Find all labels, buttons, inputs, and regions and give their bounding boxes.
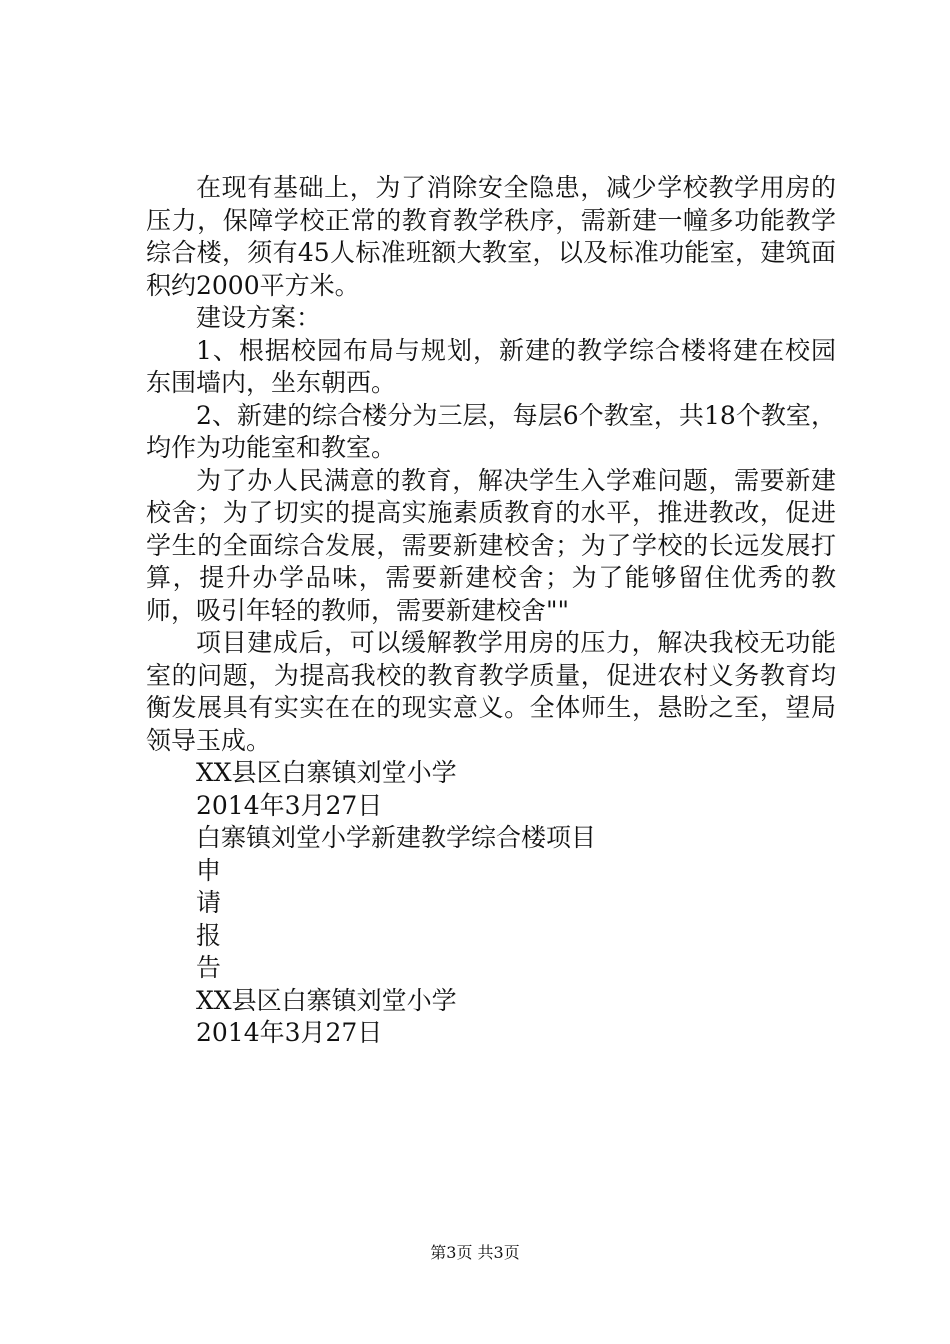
signature-school-1: XX县区白寨镇刘堂小学 <box>196 758 457 787</box>
paragraph-plan-item-1: 1、根据校园布局与规划，新建的教学综合楼将建在校园东围墙内，坐东朝西。 <box>146 335 836 397</box>
signature-school-2: XX县区白寨镇刘堂小学 <box>196 985 457 1015</box>
report-word: 请 <box>196 888 222 917</box>
signature-date-1: 2014年3月27日 <box>196 790 383 820</box>
document-body <box>146 172 836 1050</box>
paragraph-necessity: 为了办人民满意的教育，解决学生入学难问题，需要新建校舍；为了切实的提高实施素质教育的水平，推进教改，促进学生的全面综合发展，需要新建校舍；为了学校的长远发展打算，提升办学品味，需要新建校舍；为了能够留住优秀的教师，吸引年轻的教师，需要新建校舍"" <box>146 465 836 625</box>
paragraph-plan-item-2: 2、新建的综合楼分为三层，每层6个教室，共18个教室，均作为功能室和教室。 <box>146 400 836 462</box>
report-word: 告 <box>196 953 222 982</box>
paragraph-plan-heading: 建设方案： <box>196 303 322 332</box>
report-word: 报 <box>196 920 222 950</box>
paragraph-significance: 项目建成后，可以缓解教学用房的压力，解决我校无功能室的问题，为提高我校的教育教学质量，促进农村义务教育均衡发展具有实实在在的现实意义。全体师生，悬盼之至，望局领导玉成。 <box>146 628 836 755</box>
report-word: 申 <box>196 855 222 885</box>
paragraph-background: 在现有基础上，为了消除安全隐患，减少学校教学用房的压力，保障学校正常的教育教学秩序，需新建一幢多功能教学综合楼，须有45人标准班额大教室，以及标准功能室，建筑面积约2000平方米。 <box>146 173 836 300</box>
page-footer: 第3页 共3页 <box>430 1243 520 1262</box>
signature-date-2: 2014年3月27日 <box>196 1018 383 1047</box>
report-title: 白寨镇刘堂小学新建教学综合楼项目 <box>196 823 597 852</box>
